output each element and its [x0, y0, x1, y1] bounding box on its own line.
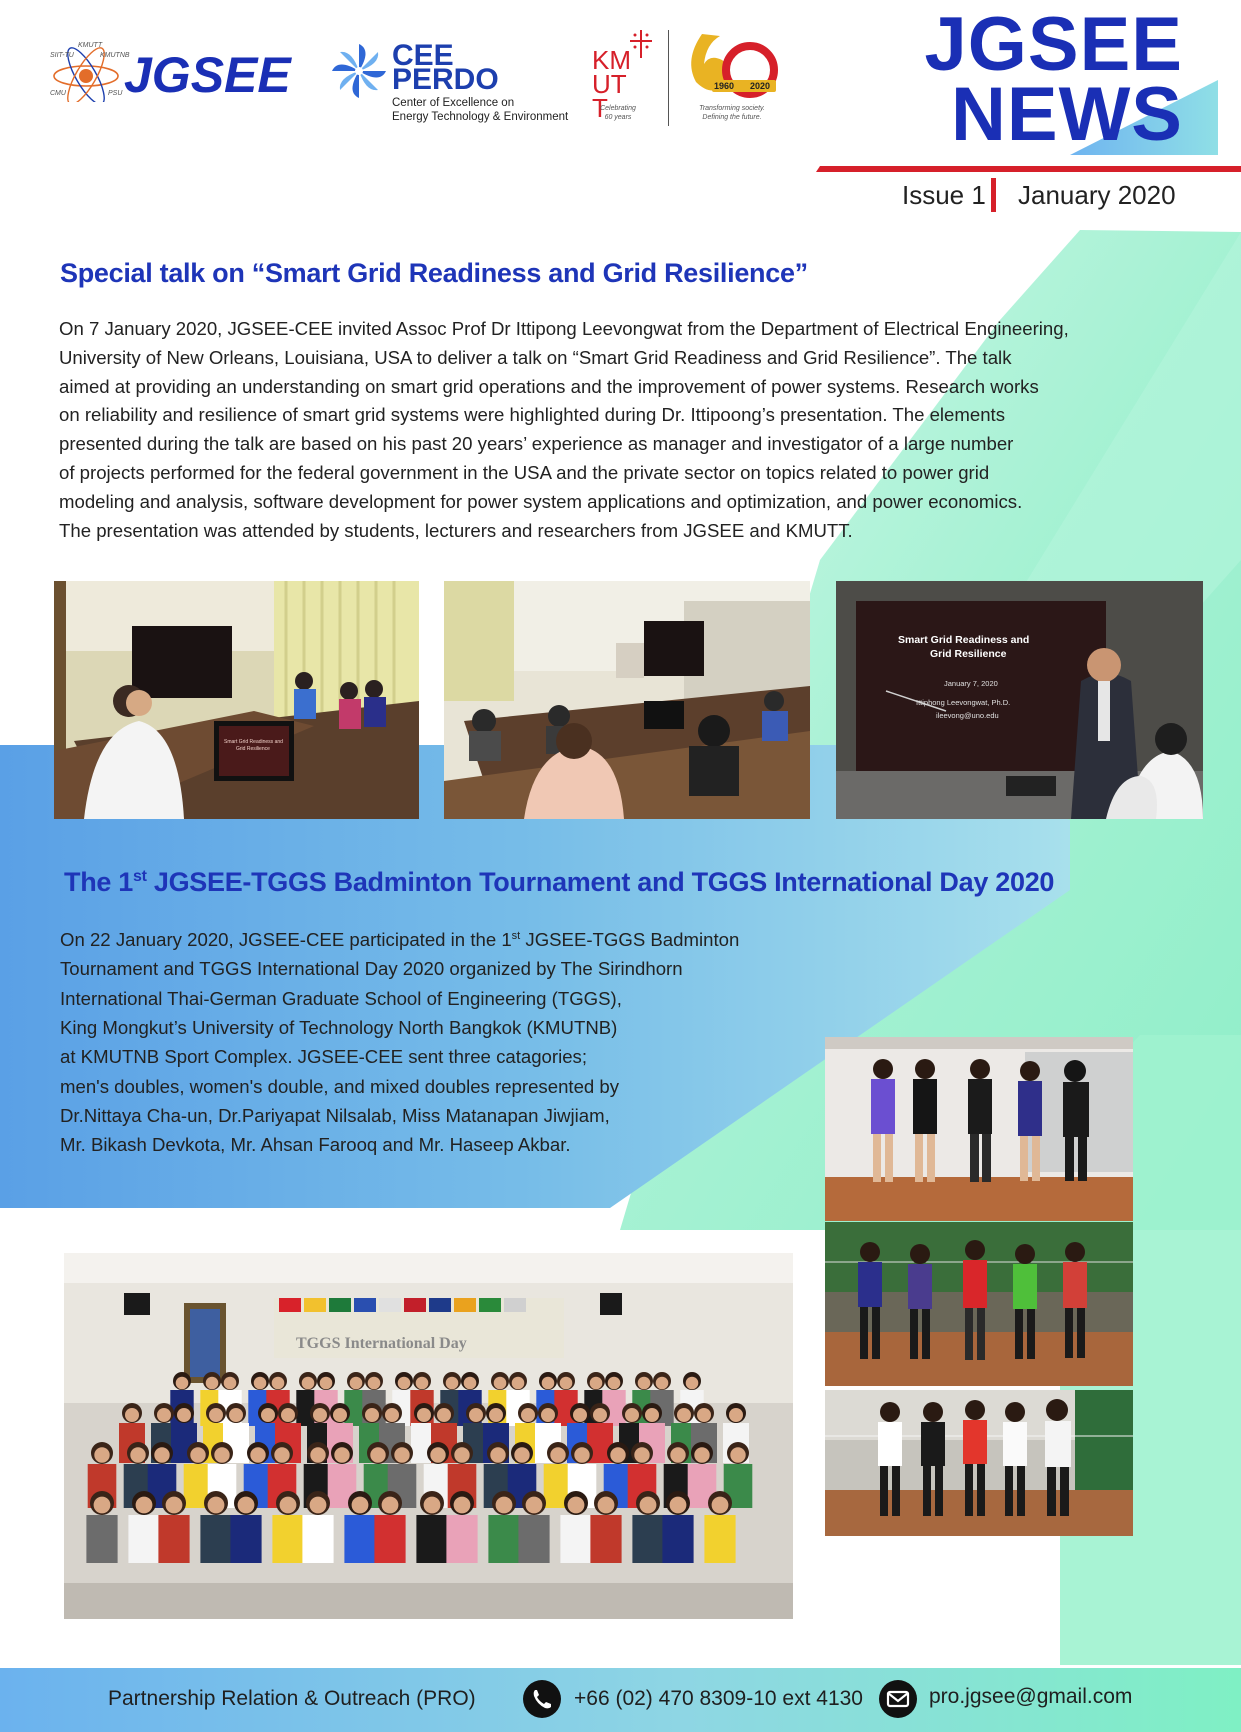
article1-line: On 7 January 2020, JGSEE-CEE invited Assoc Prof Dr Ittipong Leevongwat from the Department of Electrical Engineering,	[59, 318, 1069, 339]
article1-line: of projects performed for the federal government in the USA and the private sector on topics related to power grid	[59, 461, 990, 483]
photo-seminar-room-2	[444, 581, 810, 819]
article2-title	[64, 867, 1054, 898]
photo-badminton-men-team	[825, 1390, 1133, 1536]
article1-line: on reliability and resilience of smart grid systems were highlighted during Dr. Ittipoong’s presentation. The elements	[59, 404, 1006, 426]
slide-presenter: Ittiphong Leevongwat, Ph.D.	[916, 698, 1011, 707]
monitor-slide-title-line2: Grid Resilience	[236, 746, 270, 752]
article2-line: men's doubles, women's double, and mixed doubles represented by	[60, 1075, 620, 1097]
issue-divider	[991, 178, 996, 212]
article2-line: Dr.Nittaya Cha-un, Dr.Pariyapat Nilsalab, Miss Matanapan Jiwjiam,	[60, 1104, 610, 1126]
slide-email: ileevong@uno.edu	[936, 711, 999, 720]
logo-kmutt-text: KMUTT	[592, 45, 631, 123]
article1-body	[59, 315, 1209, 545]
article1-line: The presentation was attended by students, lecturers and researchers from JGSEE and KMUTT.	[59, 519, 853, 541]
article2-title-superscript: st	[133, 868, 147, 885]
article2-line: Tournament and TGGS International Day 2020 organized by The Sirindhorn	[60, 958, 683, 980]
logo-jgsee	[50, 42, 310, 102]
article2-title-suffix: JGSEE-TGGS Badminton Tournament and TGGS International Day 2020	[146, 867, 1055, 897]
photo-seminar-room-1	[54, 581, 419, 819]
monitor-slide-title-line1: Smart Grid Readiness and	[224, 739, 283, 745]
article2-title-prefix: The 1	[64, 867, 134, 897]
logo-kmutt	[588, 30, 668, 125]
article1-line: aimed at providing an understanding on smart grid operations and the improvement of power systems. Research works	[59, 375, 1039, 397]
logo-cee-sub2: Energy Technology & Environment	[392, 111, 569, 123]
article2-line: King Mongkut’s University of Technology North Bangkok (KMUTNB)	[60, 1017, 618, 1039]
footer-email[interactable]: pro.jgsee@gmail.com	[929, 1685, 1133, 1708]
article1-line: modeling and analysis, software development for power system applications and optimization, and power economics.	[59, 490, 1023, 512]
slide-title-line2: Grid Resilience	[930, 648, 1007, 660]
footer-org: Partnership Relation & Outreach (PRO)	[108, 1687, 476, 1710]
photo-badminton-women-team	[825, 1037, 1133, 1221]
logo-60-caption1: Transforming society.	[699, 105, 765, 112]
phone-icon	[523, 1680, 561, 1718]
logo-jgsee-text: JGSEE	[124, 47, 291, 103]
banner-text: TGGS International Day	[296, 1335, 467, 1352]
logo-label-siit: SIIT-TU	[50, 52, 74, 59]
logo-cee-line1: CEE	[392, 39, 454, 72]
logo-cee-sub1: Center of Excellence on	[392, 97, 515, 109]
logo-60-year-start: 1960	[714, 81, 735, 91]
pinwheel-icon	[330, 42, 388, 100]
article2-line: International Thai-German Graduate School of Engineering (TGGS),	[60, 987, 622, 1009]
logo-kmutt-caption1: Celebrating	[600, 105, 636, 112]
logo-label-kmutnb: KMUTNB	[100, 52, 130, 59]
logo-divider	[668, 30, 669, 126]
article2-line1-superscript: st	[511, 930, 521, 942]
article2-line	[60, 922, 840, 954]
issue-date: January 2020	[1018, 180, 1176, 210]
article1-line: presented during the talk are based on his past 20 years’ experience as manager and investigator of a large number	[59, 433, 1014, 455]
article1-line: University of New Orleans, Louisiana, USA to deliver a talk on “Smart Grid Readiness and Grid Resilience”. The talk	[59, 346, 1012, 368]
footer-phone[interactable]: +66 (02) 470 8309-10 ext 4130	[574, 1687, 863, 1710]
photo-tggs-international-day-group	[64, 1253, 793, 1619]
issue-number: Issue 1	[902, 180, 986, 210]
slide-date: January 7, 2020	[944, 679, 998, 688]
newsletter-title-line1: JGSEE	[924, 2, 1183, 87]
article2-line: Mr. Bikash Devkota, Mr. Ahsan Farooq and Mr. Haseep Akbar.	[60, 1134, 571, 1156]
article2-line1-prefix: On 22 January 2020, JGSEE-CEE participated in the 1	[60, 929, 512, 951]
logo-label-cmu: CMU	[50, 90, 66, 97]
photo-speaker-presentation	[836, 581, 1203, 819]
article1-title: Special talk on “Smart Grid Readiness and Grid Resilience”	[60, 258, 808, 288]
photo-badminton-mixed-team	[825, 1222, 1133, 1386]
logo-60-years	[682, 30, 792, 125]
newsletter-title-line2: NEWS	[951, 72, 1183, 157]
logo-60-year-end: 2020	[750, 81, 771, 91]
logo-label-psu: PSU	[108, 90, 123, 97]
article2-line: at KMUTNB Sport Complex. JGSEE-CEE sent three catagories;	[60, 1046, 588, 1068]
logo-kmutt-caption2: 60 years	[604, 114, 632, 121]
article2-line1-suffix: JGSEE-TGGS Badminton	[520, 929, 740, 951]
sparkle-icon	[630, 30, 652, 58]
email-icon	[879, 1680, 917, 1718]
logo-cee-line2: PERDO	[392, 63, 499, 96]
slide-title-line1: Smart Grid Readiness and	[898, 634, 1030, 646]
logo-label-kmutt: KMUTT	[78, 42, 103, 49]
logo-cee-perdo	[330, 40, 580, 126]
article2-body	[60, 922, 840, 1160]
logo-60-caption2: Defining the future.	[702, 114, 762, 121]
